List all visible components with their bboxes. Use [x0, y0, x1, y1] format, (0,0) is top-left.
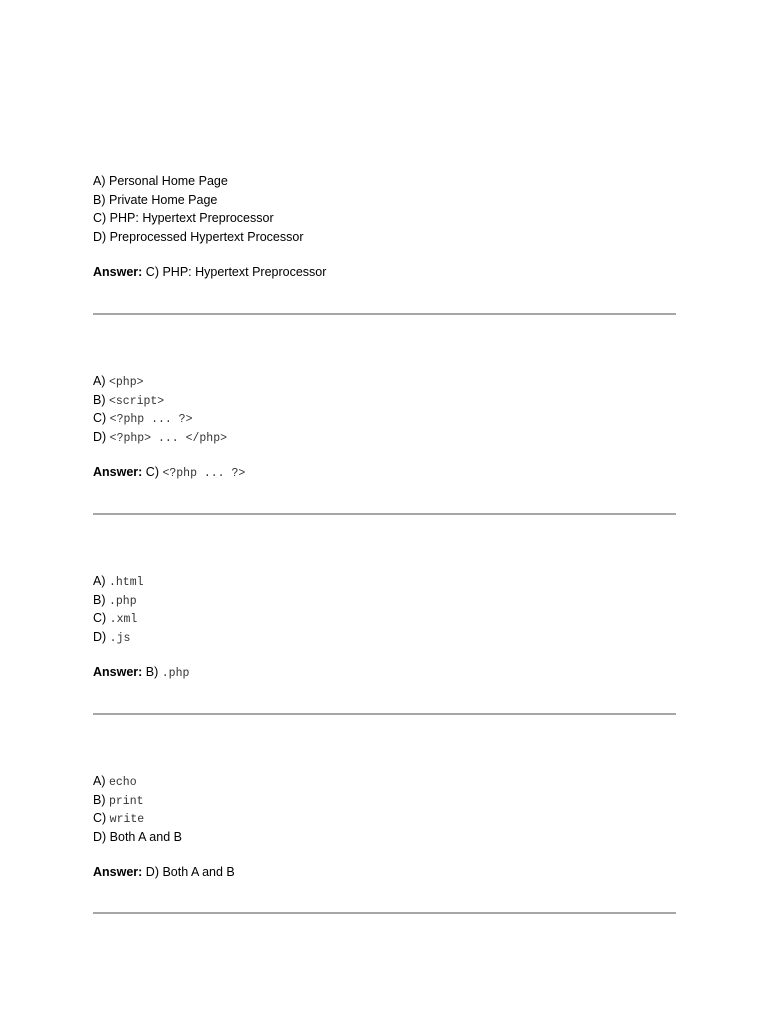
question-block-3 [93, 572, 676, 683]
option-d: D) Preprocessed Hypertext Processor [93, 230, 304, 245]
answer-line [93, 263, 676, 282]
answer-text: D) Both A and B [142, 864, 235, 879]
answer-label: Answer: [93, 264, 143, 279]
option-b: B) Private Home Page [93, 192, 218, 207]
answer-label: Answer: [93, 664, 143, 679]
option-d: D) Both A and B [93, 830, 182, 845]
answer-line [93, 863, 676, 882]
option-c: C) write [93, 811, 145, 827]
option-a: A) Personal Home Page [93, 174, 228, 188]
option-d: D) .js [93, 630, 131, 646]
divider [93, 513, 676, 515]
option-c: C) PHP: Hypertext Preprocessor [93, 211, 274, 226]
answer-label: Answer: [93, 864, 143, 879]
answer-code: <?php ... ?> [162, 466, 246, 480]
answer-label: Answer: [93, 464, 143, 479]
option-a: A) echo [93, 774, 137, 789]
option-a: A) <php> [93, 374, 144, 389]
option-d: D) <?php> ... </php> [93, 430, 227, 446]
divider [93, 313, 676, 315]
question-block-2 [93, 372, 676, 483]
option-c: C) <?php ... ?> [93, 411, 193, 427]
answer-code: .php [161, 666, 190, 680]
option-b: B) print [93, 792, 144, 808]
question-block-4 [93, 772, 676, 881]
divider [93, 912, 676, 914]
answer-line: Answer: C) <?php ... ?> [93, 464, 246, 480]
option-a: A) .html [93, 574, 144, 589]
answer-line: Answer: B) .php [93, 664, 190, 680]
answer-text: C) PHP: Hypertext Preprocessor [142, 264, 327, 279]
divider [93, 713, 676, 715]
question-block-1 [93, 172, 676, 281]
option-b: B) .php [93, 592, 137, 608]
option-b: B) <script> [93, 392, 165, 408]
option-c: C) .xml [93, 611, 138, 627]
